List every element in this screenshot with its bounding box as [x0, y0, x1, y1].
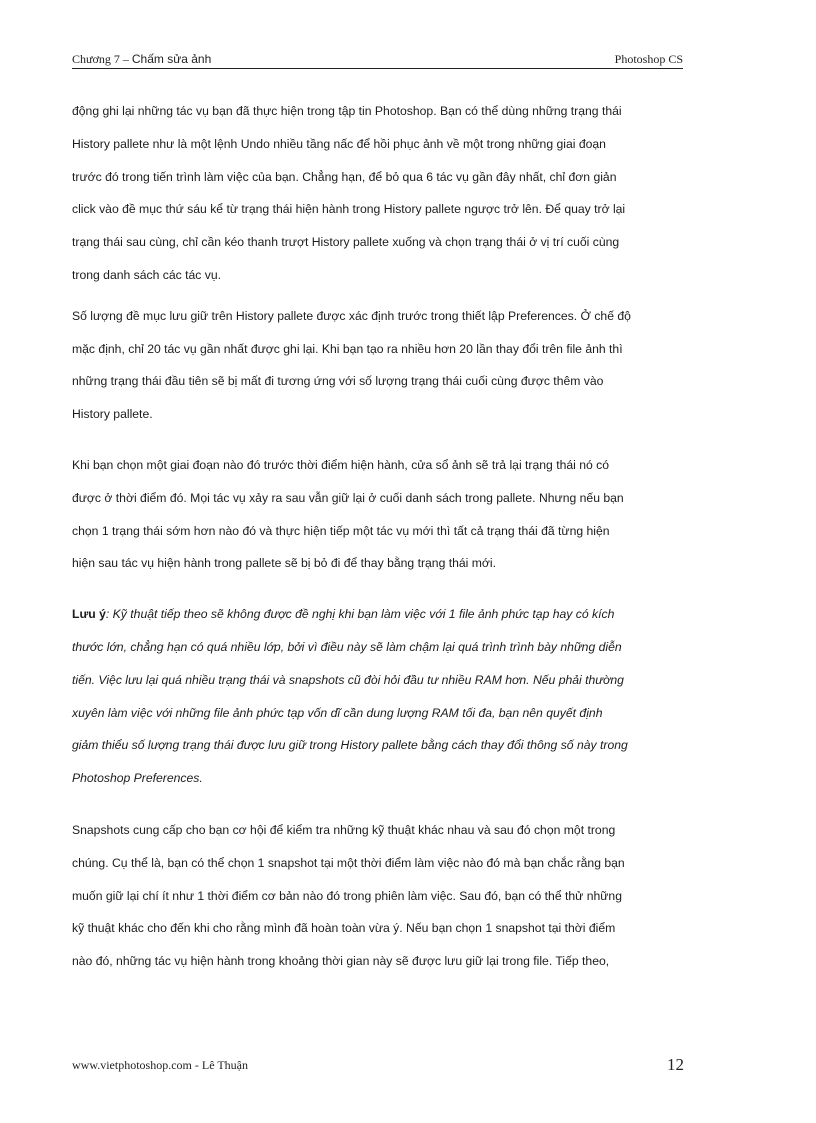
text-line: History pallete. — [72, 407, 153, 422]
text-line: trong danh sách các tác vụ. — [72, 267, 222, 282]
text-line: nào đó, những tác vụ hiện hành trong khoảng thời gian này sẽ được lưu giữ lại trong file. Tiếp theo, — [72, 954, 610, 969]
text-line: được ở thời điểm đó. Mọi tác vụ xảy ra sau vẫn giữ lại ở cuối danh sách trong pallete. Nhưng nếu bạn — [72, 490, 624, 505]
page-footer — [72, 1055, 684, 1077]
text-line: Số lượng đề mục lưu giữ trên History pallete được xác định trước trong thiết lập Preferences. Ở chế độ — [72, 308, 631, 323]
text-line: chọn 1 trạng thái sớm hơn nào đó và thực hiện tiếp một tác vụ mới thì tất cả trạng thái đã từng hiện — [72, 523, 610, 538]
text-line: động ghi lại những tác vụ bạn đã thực hiện trong tập tin Photoshop. Bạn có thể dùng những trạng thái — [72, 104, 622, 118]
text-line — [72, 598, 692, 631]
text-line: giảm thiểu số lượng trạng thái được lưu giữ trong History pallete bằng cách thay đổi thông số này trong — [72, 738, 628, 753]
text-line: thước lớn, chẳng hạn có quá nhiều lớp, bởi vì điều này sẽ làm chậm lại quá trình trình bày những diễn — [72, 639, 622, 654]
chapter-title: Chấm sửa ảnh — [131, 52, 212, 66]
book-title: Photoshop CS — [614, 52, 683, 66]
footer-credit — [72, 1058, 248, 1073]
footer-website: www.vietphotoshop.com — [72, 1058, 192, 1072]
text-line: click vào đề mục thứ sáu kể từ trạng thái hiện hành trong History pallete ngược trở lên. Để quay trở lại — [72, 202, 626, 217]
text-line: mặc định, chỉ 20 tác vụ gần nhất được ghi lại. Khi bạn tạo ra nhiều hơn 20 lần thay đổi trên file ảnh thì — [72, 341, 623, 356]
text-line: hiện sau tác vụ hiện hành trong pallete sẽ bị bỏ đi để thay bằng trạng thái mới. — [72, 556, 497, 571]
document-body — [72, 95, 692, 978]
text-line: trước đó trong tiến trình làm việc của bạn. Chẳng hạn, để bỏ qua 6 tác vụ gần đây nhất, chỉ đơn giản — [72, 169, 617, 184]
note-first-line: Kỹ thuật tiếp theo sẽ không được đề nghị khi bạn làm việc với 1 file ảnh phức tạp hay có kích — [112, 607, 615, 622]
paragraph-snapshots — [72, 814, 692, 978]
chapter-prefix: Chương 7 – — [72, 52, 132, 66]
chapter-heading — [72, 52, 211, 67]
note-paragraph — [72, 598, 692, 795]
text-line: kỹ thuật khác cho đến khi cho rằng mình đã hoàn toàn vừa ý. Nếu bạn chọn 1 snapshot tại thời điểm — [72, 921, 616, 936]
note-label: Lưu ý — [72, 607, 106, 622]
page-header — [72, 52, 683, 69]
paragraph-history-limit — [72, 300, 692, 431]
text-line: chúng. Cụ thể là, bạn có thể chọn 1 snapshot tại một thời điểm làm việc nào đó mà bạn chắc rằng bạn — [72, 855, 625, 870]
text-line: muốn giữ lại chí ít như 1 thời điểm cơ bản nào đó trong phiên làm việc. Sau đó, bạn có thể thử những — [72, 888, 622, 903]
text-line: History pallete như là một lệnh Undo nhiều tầng nấc để hồi phục ảnh về một trong những giai đoạn — [72, 136, 606, 151]
text-line: trạng thái sau cùng, chỉ cần kéo thanh trượt History pallete xuống và chọn trạng thái ở vị trí cuối cùng — [72, 235, 620, 250]
text-line: Photoshop Preferences. — [72, 771, 203, 786]
footer-author: - Lê Thuận — [191, 1058, 248, 1072]
text-line: xuyên làm việc với những file ảnh phức tạp vốn dĩ cần dung lượng RAM tối đa, bạn nên quyết định — [72, 705, 603, 720]
text-line: Snapshots cung cấp cho bạn cơ hội để kiểm tra những kỹ thuật khác nhau và sau đó chọn một trong — [72, 822, 616, 837]
text-line: tiến. Việc lưu lại quá nhiều trạng thái và snapshots cũ đòi hỏi đầu tư nhiều RAM hơn. Nếu phải thường — [72, 672, 624, 687]
text-line: Khi bạn chọn một giai đoạn nào đó trước thời điểm hiện hành, cửa sổ ảnh sẽ trả lại trạng thái nó có — [72, 457, 610, 472]
paragraph-history-overview — [72, 95, 692, 292]
page-number: 12 — [667, 1055, 684, 1074]
note-colon: : — [105, 607, 113, 622]
text-line: những trạng thái đầu tiên sẽ bị mất đi tương ứng với số lượng trạng thái cuối cùng được thêm vào — [72, 374, 604, 389]
paragraph-state-selection — [72, 449, 692, 580]
